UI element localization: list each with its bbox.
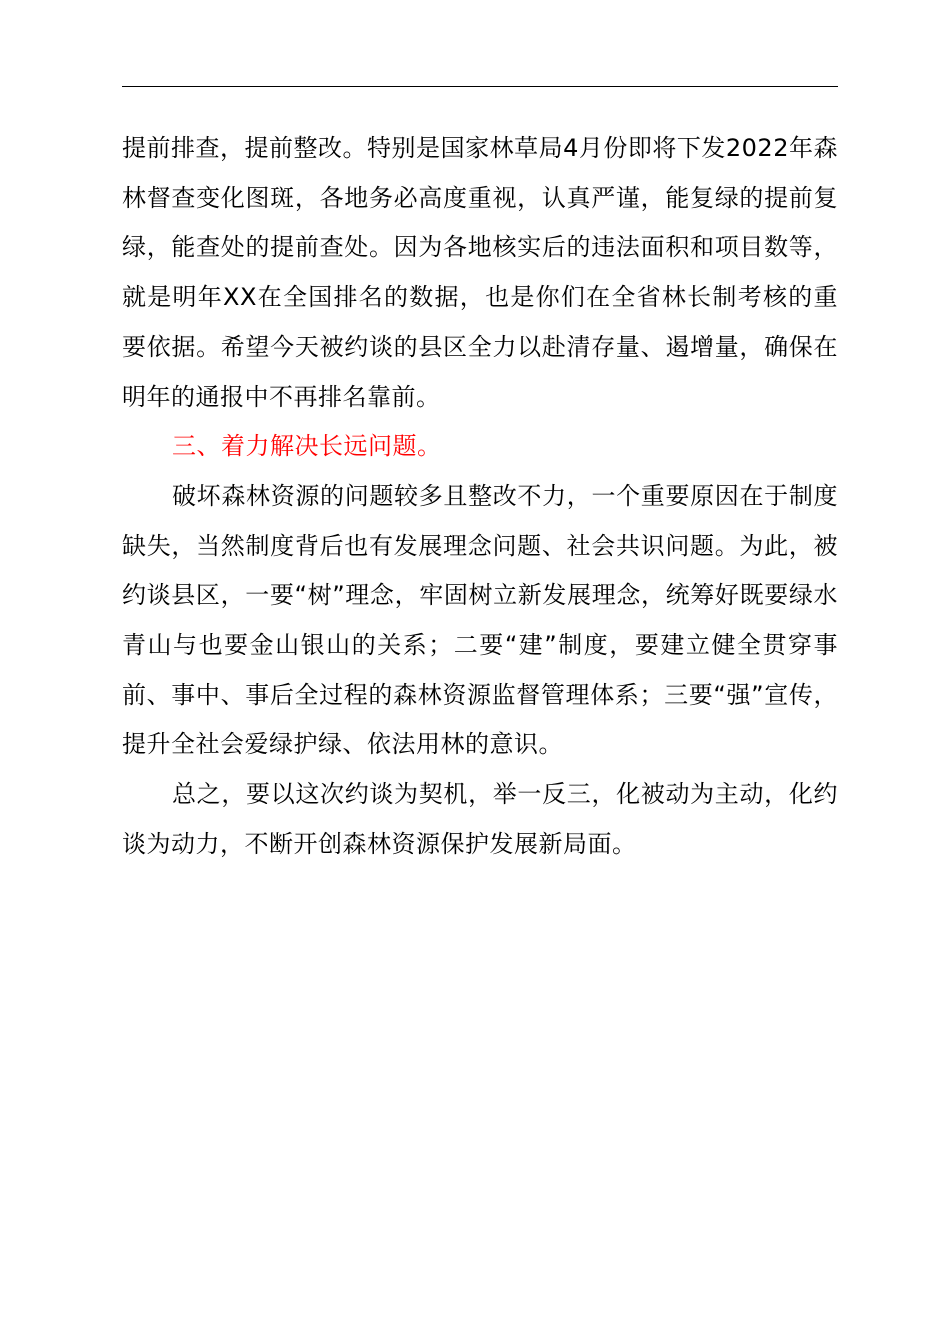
document-body [122, 124, 838, 870]
section-heading: 三、着力解决长远问题。 [172, 432, 442, 461]
paragraph-body: 破坏森林资源的问题较多且整改不力，一个重要原因在于制度缺失，当然制度背后也有发展理念问题、社会共识问题。为此，被约谈县区，一要“树”理念，牢固树立新发展理念，统筹好既要绿水青山与也要金山银山的关系；二要“建”制度，要建立健全贯穿事前、事中、事后全过程的森林资源监督管理体系；三要“强”宣传，提升全社会爱绿护绿、依法用林的意识。 [122, 481, 838, 759]
paragraph-conclusion: 总之，要以这次约谈为契机，举一反三，化被动为主动，化约谈为动力，不断开创森林资源保护发展新局面。 [122, 780, 838, 858]
header-rule [122, 86, 838, 87]
paragraph-continuation: 提前排查，提前整改。特别是国家林草局4月份即将下发2022年森林督查变化图斑，各地务必高度重视，认真严谨，能复绿的提前复绿，能查处的提前查处。因为各地核实后的违法面积和项目数等，就是明年XX在全国排名的数据，也是你们在全省林长制考核的重要依据。希望今天被约谈的县区全力以赴清存量、遏增量，确保在明年的通报中不再排名靠前。 [122, 134, 838, 411]
